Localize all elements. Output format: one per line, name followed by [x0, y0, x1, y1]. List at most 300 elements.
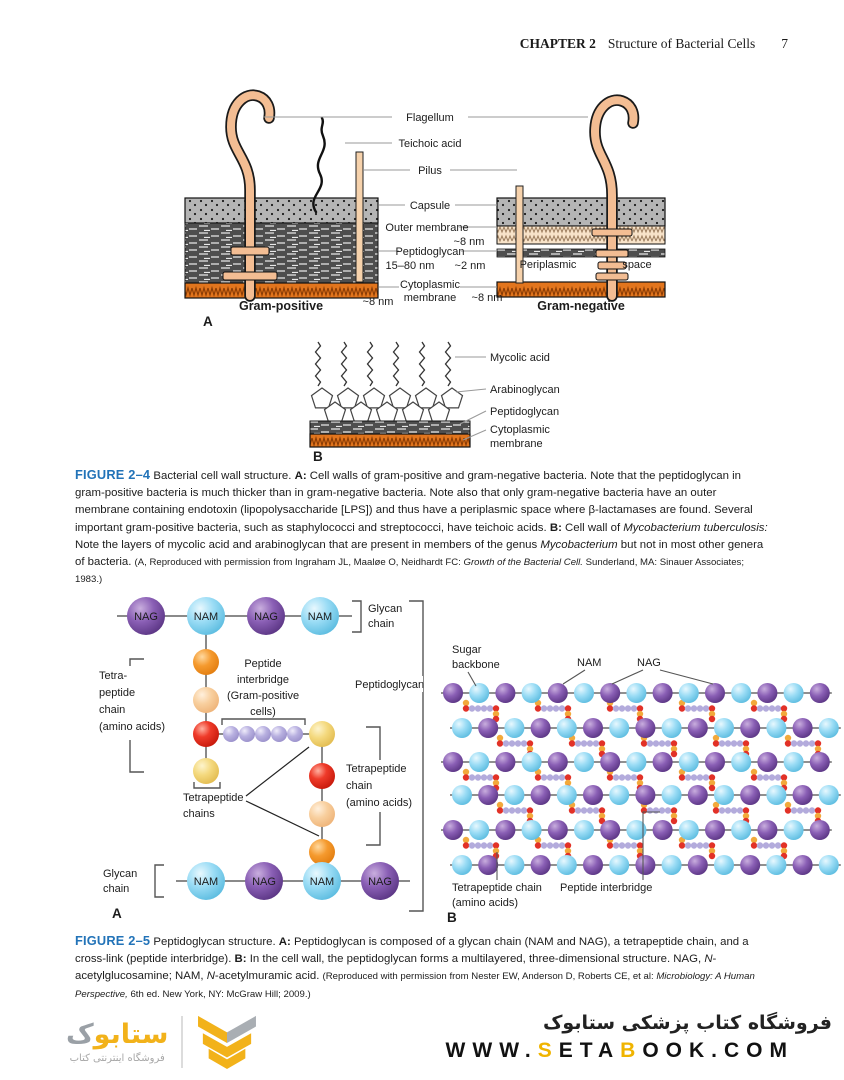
link-dot — [463, 705, 469, 711]
nam-sphere — [469, 683, 489, 703]
nag-sphere — [653, 683, 673, 703]
setabook-chevron-emblem-icon — [196, 1014, 258, 1070]
link-dot — [743, 807, 749, 813]
link-dot — [679, 774, 685, 780]
link-dot — [751, 769, 757, 775]
link-dot — [503, 807, 509, 813]
nag-sphere — [705, 752, 725, 772]
nag-sphere — [635, 855, 655, 875]
interbridge-circle — [287, 726, 303, 742]
link-dot — [775, 774, 781, 780]
tetrapeptide-chains-label-1: Tetrapeptide — [183, 792, 244, 804]
nam-sphere — [557, 855, 577, 875]
tetra-left-label-4: (amino acids) — [99, 721, 166, 733]
caption-segment: WWW. — [445, 1039, 538, 1062]
nag-sphere — [688, 718, 708, 738]
link-dot — [509, 740, 515, 746]
link-dot — [619, 705, 625, 711]
link-dot — [569, 807, 575, 813]
nam-sphere — [679, 752, 699, 772]
interbridge-circle — [239, 726, 255, 742]
link-dot — [527, 807, 533, 813]
link-dot — [521, 807, 527, 813]
peptide-interbridge-b-label: Peptide interbridge — [560, 882, 653, 894]
nag-sphere — [443, 683, 463, 703]
peptidoglycan-bracket-label: Peptidoglycan — [355, 679, 425, 691]
nam-sphere — [504, 785, 524, 805]
link-dot — [685, 705, 691, 711]
nam-sphere — [731, 683, 751, 703]
glycan-chain-top-label-1: Glycan — [368, 603, 403, 615]
nag-sphere — [531, 855, 551, 875]
outer-membrane-label: Outer membrane — [385, 222, 469, 234]
caption-segment: S — [537, 1039, 559, 1062]
caption-segment: Cell walls of gram-positive and gram-negative bacteria. Note that the peptidoglycan in gram-positive bacteria is much thicker than in gram-negative bacteria. Note also that only gram-negative bacteria have an outer membrane containing endotoxin (lipopolysaccharide [LPS]) and thus have a periplasmic space where β-lactamases are found. Several important gram-positive bacteria, such as staphylococci and streptococci, have teichoic acids. — [75, 470, 753, 534]
link-dot — [503, 740, 509, 746]
link-dot — [647, 807, 653, 813]
link-dot — [763, 842, 769, 848]
link-dot — [713, 807, 719, 813]
glycan-chain-bottom-label-1: Glycan — [103, 868, 138, 880]
nam-sphere — [714, 718, 734, 738]
link-dot — [703, 774, 709, 780]
outer-membrane-size: ~8 nm — [453, 236, 485, 248]
nag-sphere — [688, 855, 708, 875]
nag-sphere — [583, 785, 603, 805]
link-dot — [565, 705, 571, 711]
caption-segment: B — [620, 1039, 643, 1062]
link-dot — [593, 740, 599, 746]
caption-segment: FIGURE 2–5 — [75, 933, 151, 948]
link-dot — [497, 740, 503, 746]
link-dot — [637, 774, 643, 780]
link-dot — [607, 774, 613, 780]
nam-sphere — [679, 683, 699, 703]
nag-sphere — [740, 785, 760, 805]
caption-segment: A: — [294, 470, 307, 482]
setabook-wordmark — [66, 1020, 168, 1064]
link-dot — [671, 740, 677, 746]
link-dot — [809, 807, 815, 813]
link-dot — [599, 740, 605, 746]
nag-sphere — [548, 752, 568, 772]
nag-sphere — [478, 855, 498, 875]
nag-sphere — [548, 820, 568, 840]
gn-basal-ring — [592, 229, 632, 236]
peptidoglycan-label: Peptidoglycan — [395, 246, 465, 258]
nam-sphere — [574, 752, 594, 772]
tetra-right-label-2: chain — [346, 780, 373, 792]
caption-segment: B: — [234, 953, 247, 966]
link-dot — [809, 740, 815, 746]
link-dot — [751, 774, 757, 780]
link-dot — [791, 740, 797, 746]
caption-segment: In the cell wall, the peptidoglycan forms a multilayered, three-dimensional structure. NAG, — [246, 953, 705, 966]
link-dot — [631, 705, 637, 711]
nag-sphere — [740, 718, 760, 738]
link-dot — [625, 705, 631, 711]
link-dot — [709, 842, 715, 848]
nam-sphere — [766, 855, 786, 875]
nag-sphere — [600, 752, 620, 772]
nag-text: NAG — [254, 611, 278, 623]
brand-name-final-letter: ک — [66, 1019, 94, 1051]
capsule-label: Capsule — [409, 200, 451, 212]
link-dot — [515, 807, 521, 813]
link-dot — [697, 842, 703, 848]
nam-sphere — [609, 718, 629, 738]
nam-sphere — [766, 718, 786, 738]
link-dot — [613, 842, 619, 848]
link-dot — [515, 740, 521, 746]
caption-segment: (A, Reproduced with permission from Ingraham JL, Maaløe O, Neidhardt FC: — [134, 557, 464, 569]
link-dot — [487, 774, 493, 780]
link-dot — [703, 705, 709, 711]
caption-segment: Cell wall of — [561, 521, 624, 534]
cm-size-left: ~8 nm — [362, 296, 394, 308]
link-dot — [659, 740, 665, 746]
nam-sphere — [574, 683, 594, 703]
nag-sphere — [531, 718, 551, 738]
link-dot — [559, 705, 565, 711]
nam-sphere — [679, 820, 699, 840]
nag-sphere — [583, 855, 603, 875]
link-dot — [463, 842, 469, 848]
link-dot — [613, 705, 619, 711]
nag-sphere — [810, 752, 830, 772]
caption-segment: Mycobacterium tuberculosis: — [623, 521, 768, 534]
link-dot — [631, 842, 637, 848]
caption-segment: B: — [549, 521, 562, 534]
link-dot — [709, 774, 715, 780]
nag-sphere — [705, 683, 725, 703]
cytoplasmic-membrane-label-2: membrane — [403, 292, 457, 304]
nag-text: NAG — [368, 876, 392, 888]
brand-name-main: ستابو — [93, 1019, 169, 1051]
link-dot — [731, 807, 737, 813]
link-dot — [559, 774, 565, 780]
link-dot — [607, 705, 613, 711]
link-dot — [559, 842, 565, 848]
tetra-right-label-3: (amino acids) — [346, 797, 413, 809]
fig25-panel-a-letter: A — [112, 906, 122, 921]
nam-sphere — [819, 855, 839, 875]
link-dot — [797, 740, 803, 746]
link-dot — [619, 774, 625, 780]
tetra-left-label-2: peptide — [99, 687, 136, 699]
link-dot — [713, 740, 719, 746]
gn-basal-ring — [596, 250, 628, 257]
link-dot — [709, 705, 715, 711]
fig25a-chain-lines — [117, 616, 413, 881]
link-dot — [553, 842, 559, 848]
nam-sphere — [819, 785, 839, 805]
link-dot — [757, 705, 763, 711]
link-dot — [493, 842, 499, 848]
caption-segment: -acetylmuramic acid. — [214, 970, 323, 983]
nag-sphere — [583, 718, 603, 738]
link-dot — [581, 807, 587, 813]
link-dot — [469, 842, 475, 848]
link-dot — [493, 774, 499, 780]
nag-sphere — [548, 683, 568, 703]
link-dot — [737, 807, 743, 813]
nag-sphere — [793, 785, 813, 805]
link-dot — [763, 774, 769, 780]
nam-sphere — [522, 683, 542, 703]
amino-acid-circle — [193, 758, 219, 784]
link-dot — [541, 842, 547, 848]
link-dot — [751, 705, 757, 711]
link-dot — [625, 842, 631, 848]
link-dot — [781, 774, 787, 780]
link-dot — [547, 774, 553, 780]
link-dot — [731, 740, 737, 746]
link-dot — [679, 842, 685, 848]
link-dot — [541, 705, 547, 711]
fig24-panel-a — [185, 95, 665, 329]
nam-sphere — [452, 785, 472, 805]
link-dot — [803, 740, 809, 746]
nam-sphere — [557, 785, 577, 805]
nag-sphere — [740, 855, 760, 875]
gram-positive-label: Gram-positive — [238, 299, 324, 313]
link-dot — [527, 740, 533, 746]
nam-sphere — [766, 785, 786, 805]
peptidoglycan-size-left: 15–80 nm — [385, 260, 435, 272]
store-url — [446, 1039, 794, 1063]
link-dot — [709, 785, 715, 791]
footer-store-info — [446, 1012, 832, 1063]
nam-sphere — [626, 683, 646, 703]
nam-sphere — [714, 785, 734, 805]
link-dot — [641, 740, 647, 746]
link-dot — [487, 705, 493, 711]
nam-sphere — [557, 718, 577, 738]
nam-sphere — [469, 752, 489, 772]
peptidoglycan-size-right: ~2 nm — [454, 260, 486, 272]
caption-segment: ETA — [558, 1039, 621, 1062]
nam-sphere — [784, 683, 804, 703]
link-dot — [463, 700, 469, 706]
cytoplasmic-b-label-2: membrane — [490, 438, 543, 450]
link-dot — [665, 740, 671, 746]
store-title: فروشگاه کتاب پزشکی ستابوک — [542, 1012, 832, 1034]
link-dot — [685, 842, 691, 848]
link-dot — [475, 705, 481, 711]
periplasmic-label: Periplasmic — [519, 259, 577, 271]
nag-sphere — [478, 718, 498, 738]
arabinoglycan-label: Arabinoglycan — [490, 384, 560, 396]
nag-sphere — [443, 820, 463, 840]
cytoplasmic-b-label-1: Cytoplasmic — [490, 424, 550, 436]
setabook-logo — [66, 1014, 258, 1070]
nam-sphere — [662, 785, 682, 805]
link-dot — [463, 837, 469, 843]
link-dot — [497, 807, 503, 813]
interbridge-circle — [223, 726, 239, 742]
link-dot — [815, 740, 821, 746]
tetra-right-label-1: Tetrapeptide — [346, 763, 407, 775]
link-dot — [575, 807, 581, 813]
link-dot — [493, 705, 499, 711]
tetra-left-label-1: Tetra- — [99, 670, 128, 682]
nag-sphere — [495, 820, 515, 840]
link-dot — [553, 705, 559, 711]
link-dot — [575, 740, 581, 746]
nag-sphere — [635, 718, 655, 738]
link-dot — [637, 842, 643, 848]
link-dot — [653, 740, 659, 746]
nam-text: NAM — [193, 876, 219, 888]
figure-2-4-caption — [75, 466, 771, 588]
gp-capsule-layer — [185, 198, 378, 223]
link-dot — [547, 705, 553, 711]
link-dot — [469, 774, 475, 780]
fig24-panel-b — [310, 342, 560, 464]
link-dot — [593, 807, 599, 813]
link-dot — [497, 735, 503, 741]
nam-pointer-label: NAM — [577, 657, 602, 669]
link-dot — [463, 774, 469, 780]
link-dot — [757, 774, 763, 780]
amino-acid-circle — [309, 721, 335, 747]
nag-sphere — [495, 752, 515, 772]
tetra-left-label-3: chain — [99, 704, 126, 716]
amino-acid-circle — [309, 801, 335, 827]
link-dot — [641, 807, 647, 813]
mycolic-acid-label: Mycolic acid — [490, 352, 550, 364]
caption-segment: 6th ed. New York, NY: McGraw Hill; 2009.) — [127, 988, 311, 1000]
chapter-label: CHAPTER 2 — [519, 36, 596, 51]
link-dot — [497, 802, 503, 808]
peptidoglycan-b-label: Peptidoglycan — [490, 406, 560, 418]
caption-segment: -acetylglucosamine; NAM, — [75, 953, 717, 983]
nam-text: NAM — [307, 611, 333, 623]
nam-sphere — [731, 820, 751, 840]
link-dot — [769, 774, 775, 780]
link-dot — [647, 740, 653, 746]
link-dot — [475, 842, 481, 848]
nag-sphere — [495, 683, 515, 703]
nam-sphere — [504, 718, 524, 738]
link-dot — [569, 740, 575, 746]
nam-sphere — [574, 820, 594, 840]
link-dot — [691, 774, 697, 780]
link-dot — [685, 774, 691, 780]
link-dot — [797, 807, 803, 813]
link-dot — [791, 807, 797, 813]
link-dot — [719, 740, 725, 746]
link-dot — [475, 774, 481, 780]
gp-cytoplasmic-membrane-layer — [185, 283, 378, 298]
interbridge-label-1: Peptide — [244, 658, 282, 670]
tetrapeptide-chains-pointers — [246, 747, 319, 836]
link-dot — [803, 807, 809, 813]
link-dot — [547, 842, 553, 848]
nam-sphere — [784, 820, 804, 840]
tetrapeptide-b-label-2: (amino acids) — [452, 897, 519, 909]
fig25-panel-b-letter: B — [447, 910, 457, 925]
nag-sphere — [443, 752, 463, 772]
teichoic-acid-label: Teichoic acid — [398, 138, 462, 150]
pilus-label: Pilus — [418, 165, 442, 177]
nag-sphere — [757, 752, 777, 772]
link-dot — [487, 842, 493, 848]
gp-basal-ring — [231, 247, 269, 255]
link-dot — [481, 705, 487, 711]
link-dot — [553, 774, 559, 780]
nag-sphere — [705, 820, 725, 840]
nag-sphere — [478, 785, 498, 805]
link-dot — [587, 807, 593, 813]
amino-acid-circle — [309, 763, 335, 789]
link-dot — [751, 842, 757, 848]
link-dot — [535, 774, 541, 780]
link-dot — [587, 740, 593, 746]
nag-text: NAG — [134, 611, 158, 623]
link-dot — [565, 842, 571, 848]
caption-segment: Growth of the Bacterial Cell. — [463, 557, 583, 569]
link-dot — [719, 807, 725, 813]
gp-basal-ring — [223, 272, 277, 280]
link-dot — [625, 774, 631, 780]
link-dot — [751, 700, 757, 706]
glycan-chain-top-label-2: chain — [368, 618, 395, 630]
gram-negative-label: Gram-negative — [537, 299, 625, 313]
link-dot — [671, 751, 677, 757]
nam-sphere — [522, 752, 542, 772]
caption-segment: (Reproduced with permission from Nester EW, Anderson D, Roberts CE, et al: — [322, 971, 657, 983]
fig24-panel-b-letter: B — [313, 449, 323, 464]
tetrapeptide-b-label-1: Tetrapeptide chain — [452, 882, 542, 894]
nam-text: NAM — [193, 611, 219, 623]
link-dot — [785, 740, 791, 746]
interbridge-circle — [255, 726, 271, 742]
link-dot — [757, 842, 763, 848]
caption-segment: Note the layers of mycolic acid and arabinoglycan that are present in members of the genus — [75, 538, 541, 551]
link-dot — [781, 842, 787, 848]
nag-sphere — [688, 785, 708, 805]
link-dot — [535, 705, 541, 711]
gp-peptidoglycan-layer — [185, 223, 378, 283]
nam-sphere — [452, 718, 472, 738]
cm-size-right: ~8 nm — [471, 292, 503, 304]
nag-pointer-label: NAG — [637, 657, 661, 669]
link-dot — [481, 774, 487, 780]
nag-sphere — [635, 785, 655, 805]
link-dot — [737, 740, 743, 746]
link-dot — [691, 842, 697, 848]
fig25-panel-a — [96, 597, 424, 921]
tetrapeptide-chains-label-2: chains — [183, 808, 215, 820]
caption-segment: Microbiology: A Human Perspective, — [75, 971, 755, 1000]
caption-segment: A: — [278, 936, 291, 948]
gn-cytoplasmic-membrane-layer — [497, 282, 665, 297]
link-dot — [679, 705, 685, 711]
sugar-backbone-label-1: Sugar — [452, 644, 482, 656]
fig25-panel-b-wall — [441, 683, 841, 875]
nag-sphere — [600, 820, 620, 840]
nag-sphere — [810, 820, 830, 840]
amino-acid-circle — [309, 839, 335, 865]
link-dot — [469, 705, 475, 711]
nam-sphere — [731, 752, 751, 772]
caption-segment: Peptidoglycan is composed of a glycan chain (NAM and NAG), a tetrapeptide chain, and a cross-link (peptide interbridge). — [75, 936, 749, 966]
link-dot — [769, 705, 775, 711]
link-dot — [665, 807, 671, 813]
link-dot — [763, 705, 769, 711]
